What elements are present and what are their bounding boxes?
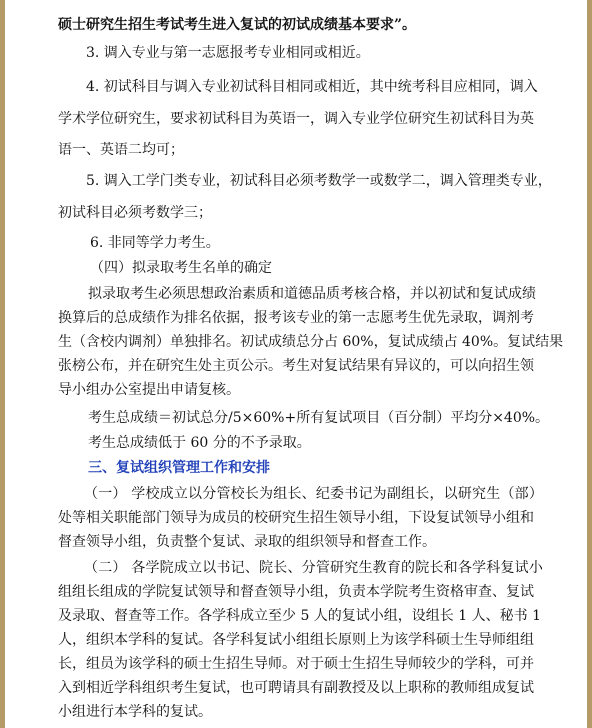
text-line-24: 人，组织本学科的复试。各学科复试小组组长原则上为该学科硕士生导师组组: [58, 632, 534, 648]
text-line-18: （一） 学校成立以分管校长为组长、纪委书记为副组长，以研究生（部）: [84, 486, 544, 502]
text-line-6: 5. 调入工学门类专业，初试科目必须考数学一或数学二，调入管理类专业，: [86, 173, 552, 189]
text-line-23: 及录取、督查等工作。各学科成立至少 5 人的复试小组，设组长 1 人、秘书 1: [58, 608, 541, 624]
text-line-5: 语一、英语二均可；: [58, 142, 184, 158]
text-line-13: 张榜公布，并在研究生处主页公示。考生对复试结果有异议的，可以向招生领: [58, 358, 534, 374]
text-line-19: 处等相关职能部门领导为成员的校研究生招生领导小组，下设复试领导小组和: [58, 510, 534, 526]
text-line-7: 初试科目必须考数学三；: [58, 205, 212, 221]
text-line-27: 小组进行本学科的复试。: [58, 704, 212, 720]
text-line-22: 组组长组成的学院复试领导和督查领导小组，负责本学院考生资格审查、复试: [58, 584, 534, 600]
text-line-8: 6. 非同等学力考生。: [90, 235, 220, 251]
text-line-3: 4. 初试科目与调入专业初试科目相同或相近，其中统考科目应相同，调入: [86, 79, 538, 95]
text-line-4: 学术学位研究生，要求初试科目为英语一，调入专业学位研究生初试科目为英: [58, 111, 534, 127]
document-page: [58, 0, 576, 728]
left-page-border: [0, 0, 5, 728]
text-line-20: 督查领导小组，负责整个复试、录取的组织领导和督查工作。: [58, 534, 436, 550]
text-line-1: 硕士研究生招生考试考生进入复试的初试成绩基本要求”。: [58, 17, 417, 33]
text-line-14: 导小组办公室提出申请复核。: [58, 382, 240, 398]
text-line-11: 换算后的总成绩作为排名依据，报考该专业的第一志愿考生优先录取，调剂考: [58, 310, 534, 326]
section-heading: 三、复试组织管理工作和安排: [88, 460, 270, 476]
text-line-16: 考生总成绩低于 60 分的不予录取。: [88, 435, 311, 451]
right-page-border: [587, 0, 592, 728]
text-line-25: 长，组员为该学科的硕士生招生导师。对于硕士生招生导师较少的学科，可并: [58, 656, 534, 672]
text-line-21: （二） 各学院成立以书记、院长、分管研究生教育的院长和各学科复试小: [84, 560, 544, 576]
text-line-26: 入到相近学科组织考生复试，也可聘请具有副教授及以上职称的教师组成复试: [58, 680, 534, 696]
text-line-2: 3. 调入专业与第一志愿报考专业相同或相近。: [86, 45, 370, 61]
text-line-12: 生（含校内调剂）单独排名。初试成绩总分占 60%，复试成绩占 40%。复试结果: [58, 334, 564, 350]
section-subheading: （四）拟录取考生名单的确定: [90, 260, 272, 276]
text-line-15: 考生总成绩＝初试总分/5×60%+所有复试项目（百分制）平均分×40%。: [88, 410, 550, 426]
text-line-10: 拟录取考生必须思想政治素质和道德品质考核合格，并以初试和复试成绩: [88, 286, 536, 302]
